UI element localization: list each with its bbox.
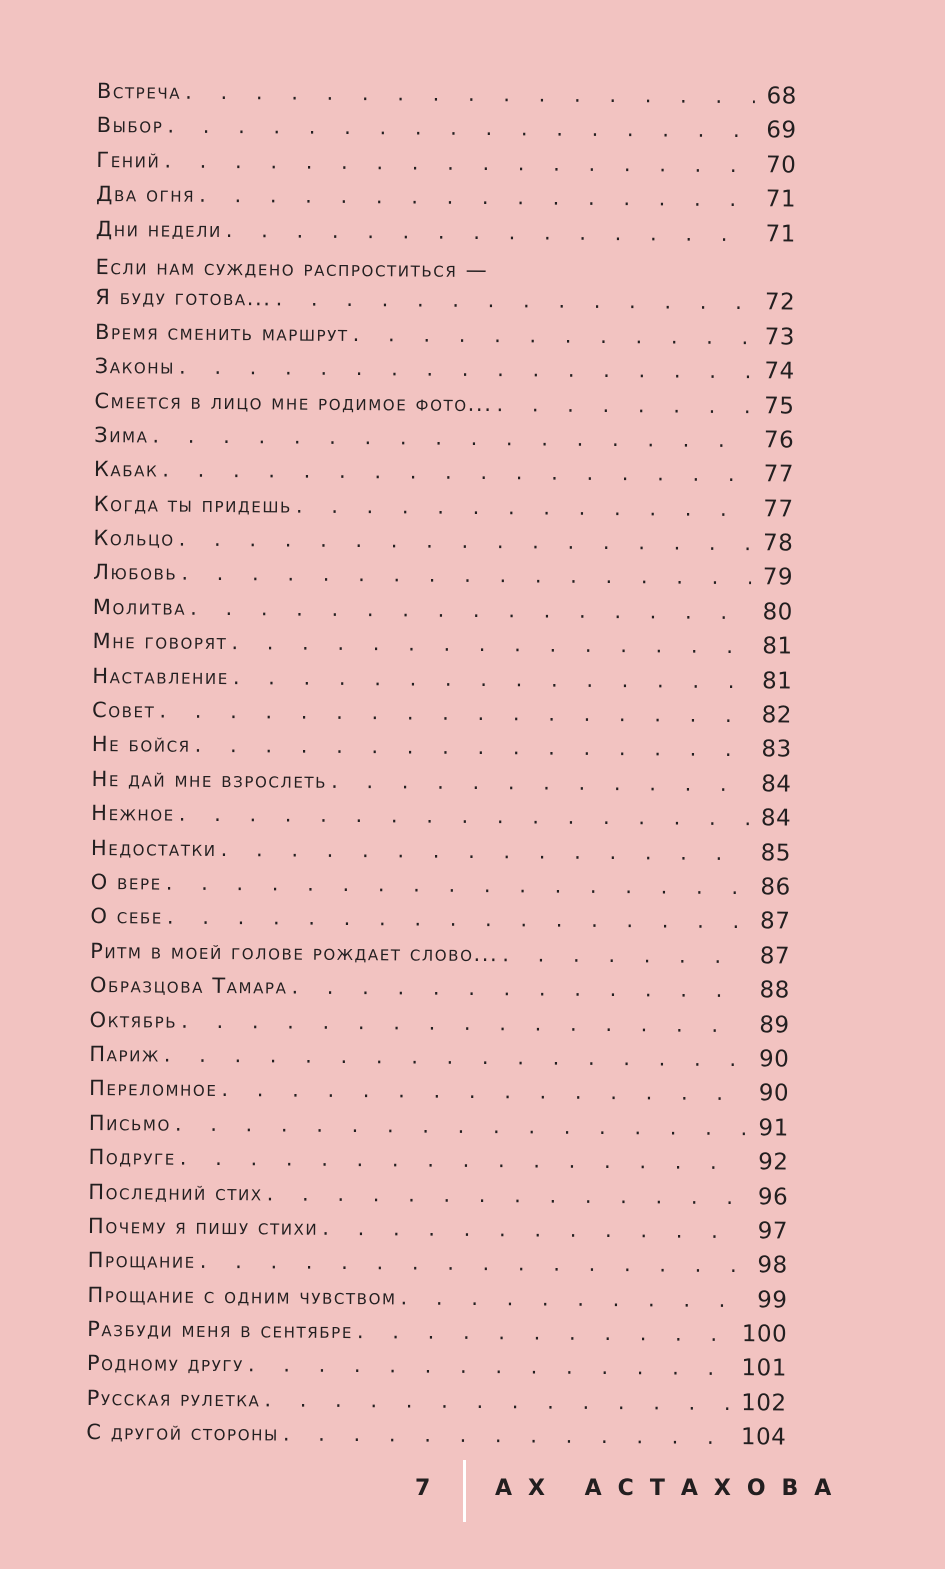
toc-entry	[95, 353, 795, 393]
dot-leader	[181, 1008, 748, 1036]
toc-entry	[87, 1316, 787, 1356]
dot-leader	[357, 1319, 736, 1346]
toc-entry-page: 90	[758, 1046, 790, 1073]
toc-entry-title: Не дай мне взрослеть	[91, 766, 328, 793]
toc-entry-title: Переломное	[88, 1076, 218, 1102]
toc-entry-title: Молитва	[92, 594, 187, 620]
dot-leader	[164, 148, 754, 177]
dot-leader	[152, 423, 752, 452]
toc-entry-page: 81	[762, 633, 793, 660]
toc-entry-page: 69	[766, 117, 797, 144]
toc-entry-page: 77	[763, 495, 794, 523]
toc-entry-title: Наставление	[92, 663, 229, 689]
toc-entry-page: 98	[757, 1252, 788, 1279]
dot-leader	[181, 561, 751, 589]
toc-entry	[88, 1178, 788, 1218]
dot-leader	[502, 942, 748, 968]
toc-entry-title: Русская рулетка	[86, 1385, 261, 1412]
toc-entry	[90, 972, 790, 1012]
toc-entry-page: 81	[761, 667, 793, 695]
dot-leader	[179, 355, 753, 384]
toc-entry-title: Не бойся	[91, 732, 191, 758]
toc-entry-page: 86	[760, 874, 791, 901]
toc-entry-page: 89	[759, 1011, 790, 1039]
table-of-contents	[86, 78, 797, 1459]
toc-entry-page: 101	[741, 1355, 787, 1382]
page-number: 7	[415, 1476, 431, 1501]
toc-entry	[95, 319, 795, 359]
toc-entry-title: Кольцо	[93, 526, 175, 551]
toc-entry-title: Октябрь	[89, 1007, 178, 1033]
dot-leader	[276, 287, 754, 315]
dot-leader	[185, 80, 755, 108]
toc-entry-page: 79	[762, 564, 794, 591]
toc-entry	[91, 835, 791, 875]
toc-entry-page: 87	[760, 908, 791, 935]
dot-leader	[179, 527, 752, 555]
toc-entry-page: 71	[765, 186, 797, 213]
toc-entry	[94, 388, 794, 428]
toc-entry-title: Париж	[89, 1041, 160, 1067]
toc-entry	[95, 250, 796, 324]
toc-entry-page: 78	[762, 530, 794, 557]
dot-leader	[353, 322, 753, 349]
toc-entry	[94, 456, 794, 496]
toc-entry-title: Время сменить маршрут	[94, 319, 349, 346]
toc-entry-page: 85	[760, 839, 792, 867]
toc-entry-title: Кабак	[93, 457, 159, 482]
dot-leader	[167, 905, 749, 934]
toc-entry	[92, 731, 792, 771]
dot-leader	[233, 665, 751, 693]
toc-entry-title: Встреча	[96, 78, 182, 104]
toc-entry-page: 97	[757, 1218, 789, 1245]
dot-leader	[291, 975, 748, 1003]
dot-leader	[226, 218, 754, 246]
dot-leader	[162, 458, 752, 487]
dot-leader	[175, 1111, 747, 1139]
toc-entry-page: 77	[763, 461, 795, 488]
toc-entry-title: Смеется в лицо мне родимое фото...	[94, 388, 493, 416]
toc-entry-page: 87	[759, 942, 791, 970]
page-footer	[0, 1468, 945, 1528]
toc-entry-title: Если нам суждено распроститься —	[95, 254, 489, 283]
toc-entry-title: Разбуди меня в сентябре	[87, 1317, 354, 1344]
dot-leader	[248, 1353, 736, 1381]
dot-leader	[221, 1077, 747, 1105]
running-author: АХ АСТАХОВА	[495, 1476, 848, 1501]
toc-entry-page: 73	[764, 323, 796, 351]
toc-entry-title: Ритм в моей голове рождает слово...	[90, 938, 499, 966]
toc-entry	[93, 525, 793, 565]
toc-entry-page: 90	[758, 1080, 790, 1107]
toc-entry-page: 80	[762, 599, 793, 626]
toc-entry	[91, 800, 791, 840]
dot-leader	[331, 769, 750, 796]
toc-entry	[97, 78, 797, 118]
dot-leader	[221, 837, 749, 865]
toc-entry	[87, 1282, 787, 1322]
toc-entry-title: Два огня	[95, 182, 196, 207]
toc-entry-title-continued: Я буду готова...	[95, 285, 272, 311]
dot-leader	[166, 871, 749, 900]
toc-entry-title: Родному другу	[86, 1351, 245, 1377]
toc-entry	[93, 559, 793, 599]
dot-leader	[283, 1422, 735, 1450]
dot-leader	[322, 1216, 746, 1243]
toc-entry-title: О вере	[90, 869, 162, 895]
toc-entry-page: 70	[765, 152, 797, 179]
toc-entry-page: 100	[741, 1321, 788, 1348]
toc-entry	[92, 663, 792, 703]
toc-entry-page: 72	[764, 289, 796, 316]
toc-entry	[89, 1041, 789, 1081]
toc-entry-title: Совет	[91, 698, 156, 723]
toc-entry-title: Выбор	[96, 113, 164, 138]
dot-leader	[164, 1042, 748, 1071]
toc-entry	[92, 697, 792, 737]
toc-entry-title: Нежное	[91, 801, 175, 826]
dot-leader	[264, 1387, 735, 1415]
footer-divider	[463, 1460, 466, 1522]
toc-entry-title: О себе	[90, 904, 164, 929]
toc-entry	[88, 1144, 788, 1184]
toc-entry	[93, 491, 793, 531]
toc-entry-page: 96	[757, 1183, 789, 1210]
dot-leader	[199, 183, 754, 211]
toc-entry	[90, 903, 790, 943]
toc-entry-title: Недостатки	[90, 835, 217, 861]
toc-entry-page: 71	[765, 220, 796, 248]
toc-entry-page: 82	[761, 702, 793, 729]
toc-entry-page: 75	[764, 392, 795, 420]
toc-entry-page: 99	[757, 1286, 788, 1314]
toc-entry-title: Почему я пишу стихи	[87, 1213, 319, 1240]
toc-entry-title: Письмо	[88, 1110, 172, 1136]
toc-entry	[90, 938, 790, 978]
toc-entry	[96, 112, 796, 152]
toc-entry-title: Любовь	[93, 560, 178, 586]
toc-entry	[96, 147, 796, 187]
toc-entry-title: Мне говорят	[92, 629, 228, 655]
toc-entry	[88, 1213, 788, 1253]
toc-entry-page: 92	[758, 1149, 789, 1176]
dot-leader	[200, 1249, 746, 1277]
toc-entry-page: 102	[741, 1389, 787, 1417]
toc-entry-title: Прощание	[87, 1248, 196, 1274]
toc-entry-page: 74	[764, 358, 795, 385]
toc-entry-title: С другой стороны	[86, 1420, 279, 1446]
toc-entry-title: Подруге	[88, 1145, 176, 1170]
dot-leader	[180, 1146, 747, 1174]
toc-entry	[86, 1385, 786, 1425]
toc-entry-page: 76	[763, 427, 795, 454]
dot-leader	[231, 630, 750, 658]
toc-entry-title: Прощание с одним чувством	[87, 1282, 397, 1310]
toc-entry	[88, 1247, 788, 1287]
toc-entry	[91, 766, 791, 806]
toc-entry	[87, 1350, 787, 1390]
dot-leader	[167, 114, 754, 143]
toc-entry	[94, 422, 794, 462]
toc-entry-title: Зима	[94, 422, 149, 448]
toc-entry-page: 91	[758, 1114, 789, 1142]
toc-entry	[96, 181, 796, 221]
toc-entry	[89, 1075, 789, 1115]
toc-entry-title: Когда ты придешь	[93, 491, 293, 518]
dot-leader	[179, 802, 750, 830]
dot-leader	[267, 1181, 747, 1209]
toc-entry-title: Последний стих	[88, 1179, 263, 1205]
toc-entry	[93, 594, 793, 634]
toc-entry	[91, 869, 791, 909]
dot-leader	[296, 493, 752, 521]
toc-entry-page: 68	[766, 83, 797, 110]
toc-entry-title: Гений	[96, 147, 161, 173]
toc-entry-title: Дни недели	[95, 216, 222, 242]
toc-entry-title: Образцова Тамара	[89, 973, 288, 999]
toc-entry	[89, 1110, 789, 1150]
toc-entry	[89, 1007, 789, 1047]
dot-leader	[190, 596, 751, 624]
toc-entry	[96, 216, 796, 256]
toc-entry-page: 104	[740, 1424, 787, 1451]
dot-leader	[159, 699, 750, 728]
toc-entry-page: 83	[761, 736, 792, 763]
dot-leader	[195, 733, 750, 761]
toc-entry-page: 84	[760, 805, 792, 832]
toc-entry-title: Законы	[94, 354, 176, 379]
toc-entry	[92, 628, 792, 668]
toc-entry	[86, 1419, 786, 1459]
dot-leader	[400, 1285, 745, 1312]
toc-entry-page: 84	[761, 771, 792, 798]
dot-leader	[496, 392, 752, 418]
toc-entry-page: 88	[759, 977, 790, 1004]
